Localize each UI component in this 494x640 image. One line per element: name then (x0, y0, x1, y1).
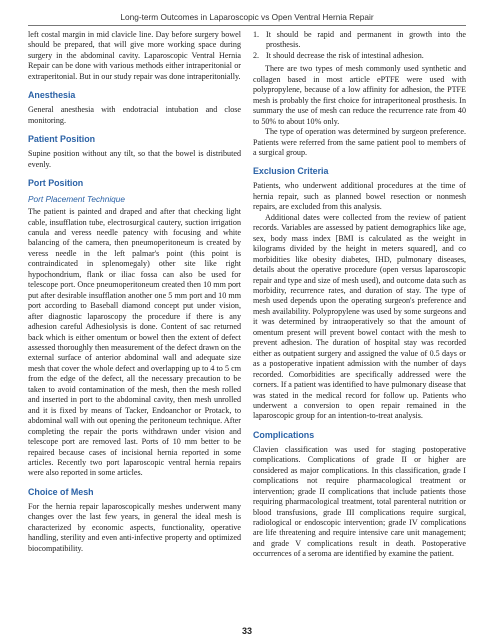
anesthesia-heading: Anesthesia (28, 90, 76, 101)
additional-data-paragraph: Additional dates were collected from the review of patient records. Variables are assessed by patient demographics like age, sex, body mass index [BMI is calculated as the weight in kilograms divided by the height in meters squared], and co morbidities like obesity diabetes, IHD, pulmonary diseases, details about the operative procedure (open versus laparoscopic repair and type and size of mesh used), and outcome data such as morbidity, recurrence rates, and duration of stay. The type of mesh used depends upon the operating surgeon's preference and mesh availability. Polypropylene was used by some surgeons and it was determined by intraoperatively so that the amount of omentum present will prevent bowel contact with the mesh to prevent adhesion. The duration of hospital stay was recorded either as outpatient surgery and assigned the value of 0.5 days or as a postoperative inpatient admission with the number of days recorded. Comorbidities are specifically addressed were the corners. If a patient was identified to have pulmonary disease that was stated in the medical record for follow up. Patients who underwent a conversion to open repair remained in the laparoscopic group for an intention-to-treat analysis. (253, 212, 466, 421)
port-placement-subheading: Port Placement Technique (28, 194, 126, 205)
complications-text: Clavien classification was used for staging postoperative complications. Complications of grade II or higher are considered as major complications. In this classification, grade I complications not require pharmacological treatment or intervention; grade II complications that include patients those requiring pharmacological treatment, total parenteral nutrition or blood transfusions, grade III complications require surgical, radiological or endoscopic intervention; grade IV complications are life threatening and require intensive care unit management; and grade V complications result in death. Postoperative occurrences of a seroma are identified by examine the patient. (253, 444, 466, 559)
exclusion-text: Patients, who underwent additional procedures at the time of hernia repair, such as planned bowel resection or nonmesh repairs, are excluded from this analysis. (253, 181, 466, 212)
list-number: 1. (253, 30, 260, 39)
left-column (28, 30, 241, 554)
mesh-requirements-list (253, 30, 466, 61)
choice-of-mesh-text: For the hernia repair laparoscopically meshes underwent many changes over the last few years, in general the ideal mesh is characterized by economic aspects, functionality, operative handling, sterility and even anti-infective property and optimized biocompatibility. (28, 501, 241, 553)
choice-of-mesh-heading: Choice of Mesh (28, 486, 94, 497)
running-head: Long-term Outcomes in Laparoscopic vs Open Ventral Hernia Repair (120, 12, 374, 22)
exclusion-criteria-heading: Exclusion Criteria (253, 166, 329, 177)
anesthesia-text: General anesthesia with endotracial intubation and close monitoring. (28, 105, 241, 125)
list-item (253, 30, 466, 51)
page-number: 33 (241, 626, 252, 636)
patient-position-text: Supine position without any tilt, so that the bowel is distributed evenly. (28, 149, 241, 169)
list-text: It should be rapid and permanent in growth into the prosthesis. (266, 30, 466, 50)
intro-paragraph: left costal margin in mid clavicle line. Day before surgery bowel should be prepared, that will give more working space during surgery in the abdominal cavity. Laparoscopic Ventral Hernia Repair can be done with various methods either intraperitonial or extraperitonial. But in our study repair was done intraperitonially. (28, 30, 241, 81)
header-rule (28, 25, 466, 26)
right-column (253, 30, 466, 560)
complications-heading: Complications (253, 429, 315, 440)
list-number: 2. (253, 50, 260, 60)
port-placement-text: The patient is painted and draped and after that checking light cable, insufflation tube, electrosurgical cautery, suction irrigation canula and veress needle patency with focusing and white balancing of the camera, then pneumoperitoneum is created by veress needle in the left palmar's point (this point is contraindicated in splenomegaly) other site like right hypochondrium, flank or iliac fossa can also be used for telescope port. Once pneumoperitoneum created then 10 mm port put after desirable insufflation another one 5 mm port and 10 mm port according to Baseball diamond concept put under vision, after diagnostic laparoscopy the procedure if there is any adhesion careful Adhesiolysis is done. Content of sac returned back which is either omentum or bowel then the extent of defect assessed thoroughly then measurement of the defect drawn on the external surface of anterior abdominal wall and adequate size mesh that cover the whole defect and overlapping up to 4 to 5 cm from the edge of the defect, all the necessary precaution to be taken to avoid contamination of the mesh, then the mesh rolled and inserted in port to the abdominal cavity, then mesh unrolled and it is fixed by means of Tacker, Endoanchor or Protack, to abdominal wall with out opening the peritoneum technique. After completing the repair the ports withdrawn under vision and telescope port are removed last. Ports of 10 mm better to be repaired because cases of incisional hernia reported in some articles. Recently two port laparoscopic ventral hernia repairs were also reported in some articles. (28, 207, 241, 478)
list-item (253, 51, 466, 61)
list-text: It should decrease the risk of intestinal adhesion. (266, 50, 424, 60)
mesh-types-paragraph: There are two types of mesh commonly used synthetic and collagen based in most article ePTFE were used with polypropylene, because of a low affinity for adhesion, the PTFE mesh is probably the first choice for intraperitoneal prosthesis. In summary the use of mesh can reduce the recurrence rate from 40 to 50% to about 10% only. (253, 64, 466, 126)
operation-type-paragraph: The type of operation was determined by surgeon preference. Patients were referred from the same patient pool to members of a surgical group. (253, 127, 466, 157)
patient-position-heading: Patient Position (28, 134, 96, 145)
port-position-heading: Port Position (28, 178, 84, 189)
